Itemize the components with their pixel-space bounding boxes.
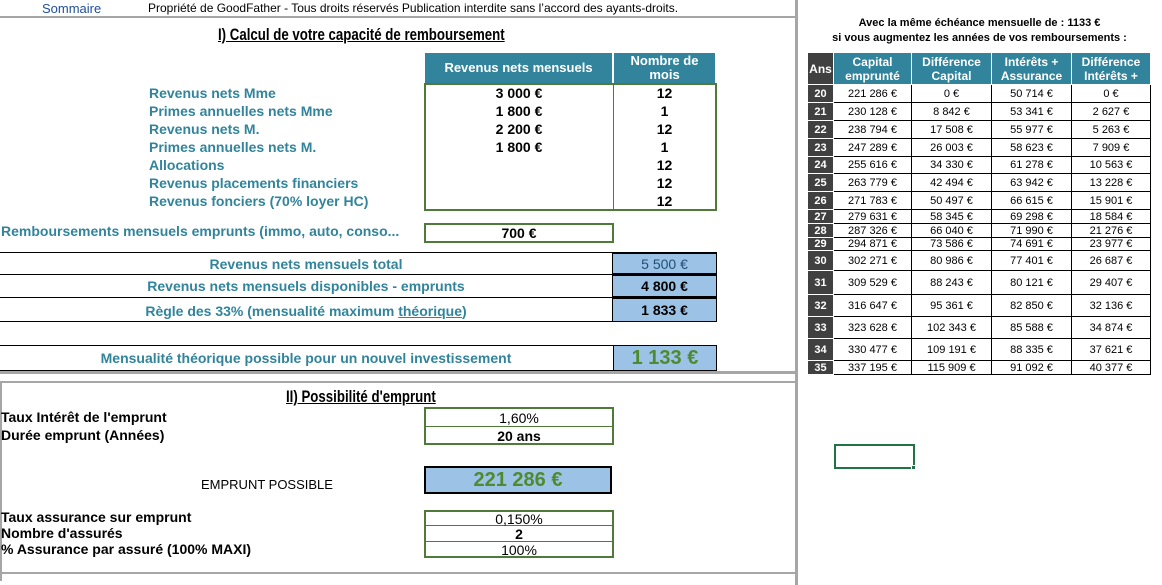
cell-interets: 85 588 €	[992, 317, 1072, 339]
value-revenus-disponibles: 4 800 €	[612, 275, 717, 297]
table-row	[808, 139, 1151, 157]
cell-ans: 25	[808, 174, 834, 192]
label-total-revenus: Revenus nets mensuels total	[209, 256, 403, 272]
cell-interets: 50 714 €	[992, 85, 1072, 103]
section1-title: I) Calcul de votre capacité de remboursement	[218, 25, 505, 44]
cell-diff-capital: 95 361 €	[912, 295, 992, 317]
label-nb-assures: Nombre d'assurés	[1, 525, 123, 541]
fill-handle[interactable]	[911, 465, 916, 470]
input-revenus-m[interactable]: 2 200 €	[495, 121, 543, 137]
label-regle-33	[0, 303, 612, 319]
section2-title: II) Possibilité d'emprunt	[286, 387, 436, 406]
table-row	[808, 85, 1151, 103]
table-row	[808, 192, 1151, 210]
cell-ans: 34	[808, 339, 834, 361]
cell-ans: 31	[808, 271, 834, 295]
cell-ans: 32	[808, 295, 834, 317]
cell-ans: 35	[808, 361, 834, 375]
cell-diff-capital: 88 243 €	[912, 271, 992, 295]
cell-ans: 27	[808, 210, 834, 224]
cell-diff-interets: 32 136 €	[1072, 295, 1151, 317]
cell-interets: 74 691 €	[992, 238, 1072, 251]
input-taux-assurance[interactable]: 0,150%	[495, 511, 543, 527]
label-pct-assurance: % Assurance par assuré (100% MAXI)	[1, 541, 252, 557]
cell-interets: 53 341 €	[992, 103, 1072, 121]
table-row	[808, 295, 1151, 317]
regle-text-b: théorique	[398, 303, 462, 319]
input-primes-m[interactable]: 1 800 €	[495, 139, 543, 155]
cell-diff-interets: 2 627 €	[1072, 103, 1151, 121]
copyright-notice: Propriété de GoodFather - Tous droits réservés Publication interdite sans l’accord des ayants-droits.	[148, 1, 679, 15]
label-primes-m: Primes annuelles nets M.	[149, 139, 317, 155]
table-row	[808, 157, 1151, 174]
label-fonciers: Revenus fonciers (70% loyer HC)	[149, 193, 369, 209]
cell-capital: 287 326 €	[834, 224, 912, 238]
cell-ans: 24	[808, 157, 834, 174]
cell-interets: 77 401 €	[992, 251, 1072, 271]
cell-diff-interets: 10 563 €	[1072, 157, 1151, 174]
input-revenus-mme[interactable]: 3 000 €	[495, 85, 543, 101]
value-total-revenus: 5 500 €	[612, 253, 717, 274]
totals-row-line-2	[0, 297, 717, 298]
label-mensualite: Mensualité théorique possible pour un nouvel investissement	[100, 350, 512, 366]
cell-ans: 33	[808, 317, 834, 339]
top-rule	[0, 16, 797, 18]
cell-diff-capital: 102 343 €	[912, 317, 992, 339]
cell-diff-capital: 8 842 €	[912, 103, 992, 121]
regle-text-c: )	[461, 303, 467, 319]
cell-capital: 330 477 €	[834, 339, 912, 361]
cell-interets: 66 615 €	[992, 192, 1072, 210]
input-pct-assurance[interactable]: 100%	[501, 542, 537, 558]
cell-ans: 23	[808, 139, 834, 157]
cell-ans: 28	[808, 224, 834, 238]
input-duree-emprunt[interactable]: 20 ans	[497, 428, 541, 444]
cell-diff-capital: 73 586 €	[912, 238, 992, 251]
section-divider	[0, 371, 797, 374]
sommaire-link[interactable]: Sommaire	[42, 1, 102, 16]
cell-capital: 309 529 €	[834, 271, 912, 295]
cell-diff-capital: 26 003 €	[912, 139, 992, 157]
months-placements[interactable]: 12	[656, 175, 673, 191]
cell-diff-capital: 42 494 €	[912, 174, 992, 192]
label-remboursements: Remboursements mensuels emprunts (immo, auto, conso...	[1, 223, 400, 239]
cell-ans: 30	[808, 251, 834, 271]
table-row	[808, 339, 1151, 361]
cell-diff-interets: 37 621 €	[1072, 339, 1151, 361]
cell-interets: 58 623 €	[992, 139, 1072, 157]
cell-capital: 247 289 €	[834, 139, 912, 157]
cell-interets: 63 942 €	[992, 174, 1072, 192]
cell-capital: 294 871 €	[834, 238, 912, 251]
label-taux-interet: Taux Intérêt de l'emprunt	[1, 409, 167, 425]
label-duree-emprunt: Durée emprunt (Années)	[1, 427, 165, 443]
th-capital: Capital emprunté	[834, 53, 912, 85]
months-revenus-mme[interactable]: 12	[656, 85, 673, 101]
input-taux-interet[interactable]: 1,60%	[499, 410, 539, 426]
th-interets: Intérêts + Assurance	[992, 53, 1072, 85]
table-row	[808, 121, 1151, 139]
cell-interets: 55 977 €	[992, 121, 1072, 139]
cell-interets: 69 298 €	[992, 210, 1072, 224]
label-allocations: Allocations	[149, 157, 225, 173]
bottom-rule	[0, 572, 797, 574]
months-allocations[interactable]: 12	[656, 157, 673, 173]
input-remboursements[interactable]: 700 €	[424, 223, 614, 243]
cell-diff-capital: 17 508 €	[912, 121, 992, 139]
cell-capital: 271 783 €	[834, 192, 912, 210]
table-row	[808, 251, 1151, 271]
cell-diff-capital: 50 497 €	[912, 192, 992, 210]
cell-diff-interets: 23 977 €	[1072, 238, 1151, 251]
table-row	[808, 210, 1151, 224]
cell-interets: 61 278 €	[992, 157, 1072, 174]
label-revenus-m: Revenus nets M.	[149, 121, 260, 137]
col-header-mois: Nombre de mois	[614, 53, 715, 83]
cell-ans: 29	[808, 238, 834, 251]
table-row	[808, 103, 1151, 121]
label-primes-mme: Primes annuelles nets Mme	[149, 103, 333, 119]
input-primes-mme[interactable]: 1 800 €	[495, 103, 543, 119]
cell-diff-capital: 34 330 €	[912, 157, 992, 174]
label-taux-assurance: Taux assurance sur emprunt	[1, 509, 192, 525]
cell-interets: 80 121 €	[992, 271, 1072, 295]
cell-interets: 82 850 €	[992, 295, 1072, 317]
cell-ans: 22	[808, 121, 834, 139]
cell-diff-capital: 109 191 €	[912, 339, 992, 361]
cell-capital: 230 128 €	[834, 103, 912, 121]
cell-ans: 20	[808, 85, 834, 103]
months-revenus-m[interactable]: 12	[656, 121, 673, 137]
cell-capital: 323 628 €	[834, 317, 912, 339]
cell-capital: 238 794 €	[834, 121, 912, 139]
value-mensualite: 1 133 €	[613, 345, 717, 371]
cell-diff-capital: 58 345 €	[912, 210, 992, 224]
cell-diff-interets: 34 874 €	[1072, 317, 1151, 339]
selected-cell[interactable]	[834, 444, 915, 469]
months-fonciers[interactable]: 12	[656, 193, 673, 209]
right-title-1: Avec la même échéance mensuelle de : 1133 €	[858, 17, 1101, 29]
regle-text-a: Règle des 33% (mensualité maximum	[145, 303, 399, 319]
th-ans: Ans	[808, 53, 834, 85]
vertical-divider	[795, 0, 798, 585]
table-row	[808, 271, 1151, 295]
th-diff-capital: Différence Capital	[912, 53, 992, 85]
remboursement-table	[807, 52, 1151, 375]
right-title-2: si vous augmentez les années de vos remboursements :	[832, 32, 1127, 44]
label-revenus-mme: Revenus nets Mme	[149, 85, 276, 101]
months-primes-mme[interactable]: 1	[660, 103, 669, 119]
months-primes-m[interactable]: 1	[660, 139, 669, 155]
cell-diff-interets: 0 €	[1072, 85, 1151, 103]
cell-diff-capital: 66 040 €	[912, 224, 992, 238]
th-diff-interets: Différence Intérêts +	[1072, 53, 1151, 85]
table-row	[808, 174, 1151, 192]
col-header-revenus: Revenus nets mensuels	[425, 53, 612, 83]
cell-diff-interets: 7 909 €	[1072, 139, 1151, 157]
cell-capital: 302 271 €	[834, 251, 912, 271]
cell-diff-capital: 115 909 €	[912, 361, 992, 375]
table-row	[808, 238, 1151, 251]
value-emprunt-possible: 221 286 €	[424, 466, 612, 494]
cell-diff-interets: 5 263 €	[1072, 121, 1151, 139]
cell-diff-interets: 13 228 €	[1072, 174, 1151, 192]
cell-ans: 21	[808, 103, 834, 121]
emprunt-params-divider	[424, 426, 614, 427]
section-divider-2	[0, 381, 797, 383]
cell-diff-interets: 29 407 €	[1072, 271, 1151, 295]
cell-interets: 71 990 €	[992, 224, 1072, 238]
cell-diff-capital: 80 986 €	[912, 251, 992, 271]
label-revenus-disponibles: Revenus nets mensuels disponibles - emprunts	[147, 278, 465, 294]
cell-diff-interets: 18 584 €	[1072, 210, 1151, 224]
table-row	[808, 317, 1151, 339]
cell-capital: 255 616 €	[834, 157, 912, 174]
cell-diff-interets: 40 377 €	[1072, 361, 1151, 375]
value-regle-33: 1 833 €	[612, 298, 717, 322]
cell-diff-interets: 21 276 €	[1072, 224, 1151, 238]
table-row	[808, 224, 1151, 238]
cell-ans: 26	[808, 192, 834, 210]
cell-capital: 279 631 €	[834, 210, 912, 224]
label-placements: Revenus placements financiers	[149, 175, 359, 191]
totals-row-line-1	[0, 274, 717, 275]
table-row	[808, 361, 1151, 375]
cell-capital: 221 286 €	[834, 85, 912, 103]
cell-capital: 263 779 €	[834, 174, 912, 192]
cell-diff-interets: 26 687 €	[1072, 251, 1151, 271]
cell-interets: 88 335 €	[992, 339, 1072, 361]
cell-interets: 91 092 €	[992, 361, 1072, 375]
input-nb-assures[interactable]: 2	[515, 526, 523, 542]
cell-diff-interets: 15 901 €	[1072, 192, 1151, 210]
cell-capital: 337 195 €	[834, 361, 912, 375]
cell-capital: 316 647 €	[834, 295, 912, 317]
label-emprunt-possible: EMPRUNT POSSIBLE	[201, 477, 333, 492]
cell-diff-capital: 0 €	[912, 85, 992, 103]
